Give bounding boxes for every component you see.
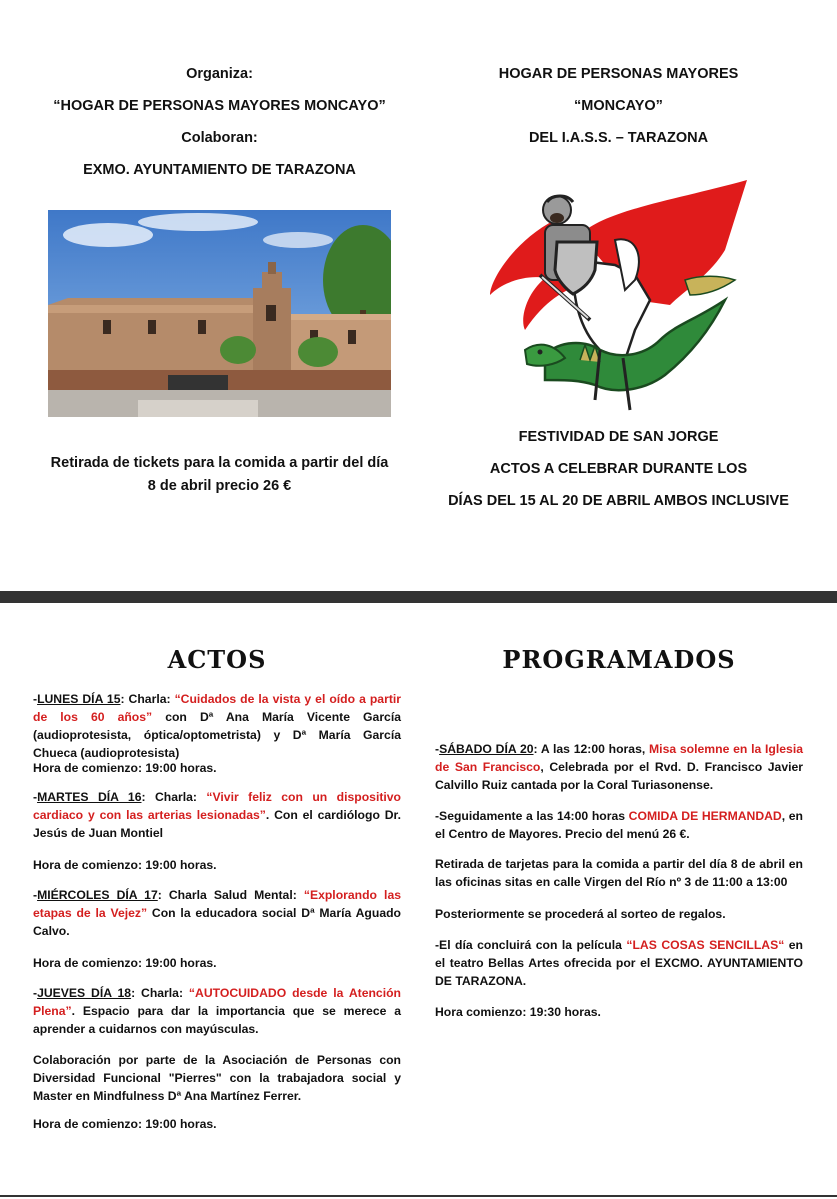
saturday-rest: , Celebrada por el Rvd. D. Francisco Javier Calvillo Ruiz cantada por la Coral Turiasonense. — [435, 760, 804, 792]
monday-day: LUNES DÍA 15 — [37, 692, 121, 706]
wednesday-rest: Con la educadora social Dª María Aguado Calvo. — [33, 906, 401, 938]
saturday-meal-title: COMIDA DE HERMANDAD — [628, 809, 782, 823]
tuesday-hour: Hora de comienzo: 19:00 horas. — [33, 858, 217, 872]
colaboran-label: Colaboran: — [181, 130, 258, 146]
saturday-film — [435, 936, 803, 990]
thursday-charla: : Charla: — [131, 986, 189, 1000]
saturday-film-post: en el teatro Bellas Artes ofrecida por el EXCMO. AYUNTAMIENTO DE TARAZONA. — [435, 938, 803, 988]
section-divider — [0, 591, 837, 603]
saturday-cards: Retirada de tarjetas para la comida a partir del día 8 de abril en las oficinas sitas en calle Virgen del Río nº 3 de 11:00 a 13:00 — [435, 857, 803, 889]
tuesday-charla: : Charla: — [141, 790, 207, 804]
saturday-day: SÁBADO DÍA 20 — [439, 742, 534, 756]
wednesday-charla: : Charla Salud Mental: — [157, 888, 304, 902]
tuesday-title: “Vivir feliz con un dispositivo cardiaco y con las arterias lesionadas” — [33, 790, 402, 822]
saturday-raffle: Posteriormente se procederá al sorteo de regalos. — [435, 907, 726, 921]
monday-prefix: - — [33, 692, 38, 706]
saturday-meal — [435, 807, 803, 843]
saturday-prefix: - — [435, 742, 440, 756]
saturday-film-title: “LAS COSAS SENCILLAS“ — [626, 938, 785, 952]
wednesday-hour: Hora de comienzo: 19:00 horas. — [33, 956, 217, 970]
festival-line-1: FESTIVIDAD DE SAN JORGE — [518, 429, 719, 445]
organizer-name: “HOGAR DE PERSONAS MAYORES MONCAYO” — [53, 98, 386, 114]
organiza-label: Organiza: — [186, 66, 253, 82]
thursday-prefix: - — [33, 986, 38, 1000]
tickets-line-1: Retirada de tickets para la comida a partir del día — [50, 455, 389, 471]
saturday-film-pre: -El día concluirá con la película — [435, 938, 627, 952]
thursday-day: JUEVES DÍA 18 — [37, 986, 132, 1000]
tuesday-day: MARTES DÍA 16 — [37, 790, 142, 804]
tickets-line-2: 8 de abril precio 26 € — [147, 478, 292, 494]
tuesday-entry — [33, 788, 401, 842]
saturday-intro: : A las 12:00 horas, — [533, 742, 650, 756]
building-photo — [48, 210, 391, 417]
heading-programados: PROGRAMADOS — [502, 645, 736, 674]
wednesday-day: MIÉRCOLES DÍA 17 — [37, 888, 158, 902]
bottom-divider — [0, 1195, 837, 1197]
monday-charla: : Charla: — [120, 692, 175, 706]
wednesday-entry — [33, 886, 401, 940]
thursday-hour: Hora de comienzo: 19:00 horas. — [33, 1117, 217, 1131]
saturday-meal-pre: -Seguidamente a las 14:00 horas — [435, 809, 629, 823]
saturday-hour: Hora comienzo: 19:30 horas. — [435, 1005, 601, 1019]
tuesday-rest: . Con el cardiólogo Dr. Jesús de Juan Montiel — [33, 808, 401, 840]
wednesday-prefix: - — [33, 888, 38, 902]
san-jorge-illustration — [485, 180, 750, 425]
festival-line-2: ACTOS A CELEBRAR DURANTE LOS — [489, 461, 748, 477]
collaborator-name: EXMO. AYUNTAMIENTO DE TARAZONA — [83, 162, 356, 178]
monday-title: “Cuidados de la vista y el oído a partir de los 60 años” — [33, 692, 402, 724]
wednesday-title: “Explorando las etapas de la Vejez” — [33, 888, 401, 920]
tuesday-prefix: - — [33, 790, 38, 804]
thursday-rest: . Espacio para dar la importancia que se merece a aprender a cuidarnos con mayúsculas. — [33, 1004, 401, 1036]
right-header-line-2: “MONCAYO” — [574, 98, 663, 114]
monday-entry — [33, 690, 401, 762]
right-header-line-1: HOGAR DE PERSONAS MAYORES — [498, 66, 739, 82]
heading-actos: ACTOS — [167, 645, 267, 674]
saturday-meal-post: , en el Centro de Mayores. Precio del menú 26 €. — [435, 809, 803, 841]
saturday-entry — [435, 740, 803, 794]
monday-hour: Hora de comienzo: 19:00 horas. — [33, 761, 217, 775]
monday-rest: con Dª Ana María Vicente García (audioprotesista, óptica/optometrista) y Dª María García Chueca (audioprotesista) — [33, 710, 402, 760]
thursday-title: “AUTOCUIDADO desde la Atención Plena” — [33, 986, 401, 1018]
thursday-collab: Colaboración por parte de la Asociación de Personas con Diversidad Funcional "Pierres" con la trabajadora social y Master en Mindfulness Dª Ana Martínez Ferrer. — [33, 1053, 401, 1103]
festival-line-3: DÍAS DEL 15 AL 20 DE ABRIL AMBOS INCLUSIVE — [448, 493, 789, 509]
saturday-mass: Misa solemne en la Iglesia de San Francisco — [435, 742, 803, 774]
right-header-line-3: DEL I.A.S.S. – TARAZONA — [528, 130, 709, 146]
thursday-entry — [33, 984, 401, 1038]
